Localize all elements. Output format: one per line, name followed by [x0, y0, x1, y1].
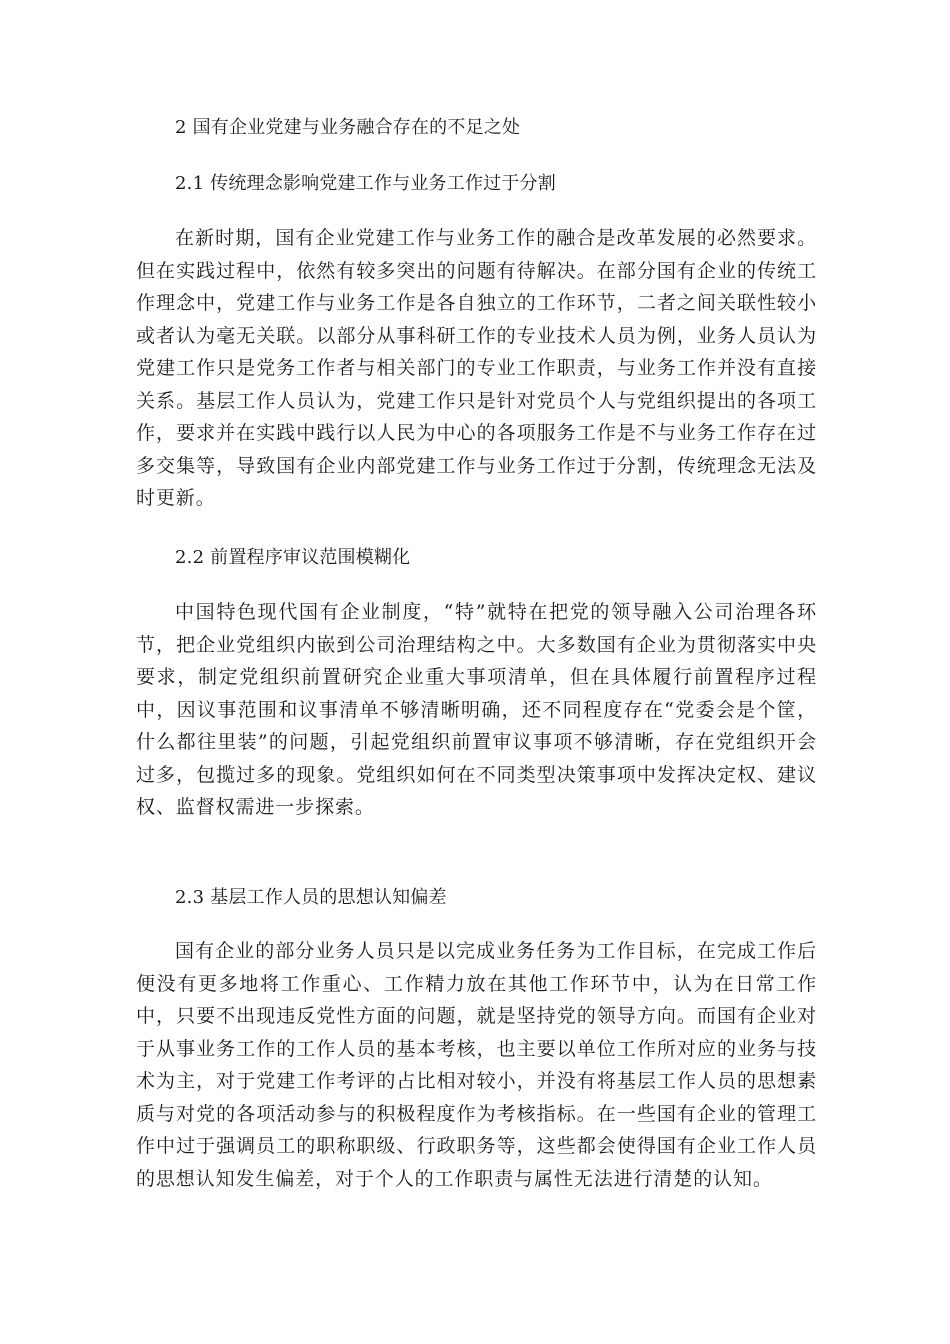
subsection-heading-2-2: 2.2 前置程序审议范围模糊化	[175, 547, 411, 568]
paragraph-2-3: 国有企业的部分业务人员只是以完成业务任务为工作目标，在完成工作后便没有更多地将工作重心、工作精力放在其他工作环节中，认为在日常工作中，只要不出现违反党性方面的问题，就是坚持党的领导方向。而国有企业对于从事业务工作的工作人员的基本考核，也主要以单位工作所对应的业务与技术为主，对于党建工作考评的占比相对较小，并没有将基层工作人员的思想素质与对党的各项活动参与的积极程度作为考核指标。在一些国有企业的管理工作中过于强调员工的职称职级、行政职务等，这些都会使得国有企业工作人员的思想认知发生偏差，对于个人的工作职责与属性无法进行清楚的认知。	[136, 940, 817, 1190]
paragraph-2-2: 中国特色现代国有企业制度，“特”就特在把党的领导融入公司治理各环节，把企业党组织内嵌到公司治理结构之中。大多数国有企业为贯彻落实中央要求，制定党组织前置研究企业重大事项清单，但在具体履行前置程序过程中，因议事范围和议事清单不够清晰明确，还不同程度存在“党委会是个筐，什么都往里装”的问题，引起党组织前置审议事项不够清晰，存在党组织开会过多，包揽过多的现象。党组织如何在不同类型决策事项中发挥决定权、建议权、监督权需进一步探索。	[136, 601, 817, 818]
section-heading: 2 国有企业党建与业务融合存在的不足之处	[175, 117, 521, 138]
subsection-heading-2-3: 2.3 基层工作人员的思想认知偏差	[175, 887, 447, 908]
subsection-heading-2-1: 2.1 传统理念影响党建工作与业务工作过于分割	[175, 173, 556, 194]
paragraph-2-1: 在新时期，国有企业党建工作与业务工作的融合是改革发展的必然要求。但在实践过程中，依然有较多突出的问题有待解决。在部分国有企业的传统工作理念中，党建工作与业务工作是各自独立的工作环节，二者之间关联性较小或者认为毫无关联。以部分从事科研工作的专业技术人员为例，业务人员认为党建工作只是党务工作者与相关部门的专业工作职责，与业务工作并没有直接关系。基层工作人员认为，党建工作只是针对党员个人与党组织提出的各项工作，要求并在实践中践行以人民为中心的各项服务工作是不与业务工作存在过多交集等，导致国有企业内部党建工作与业务工作过于分割，传统理念无法及时更新。	[136, 227, 817, 509]
